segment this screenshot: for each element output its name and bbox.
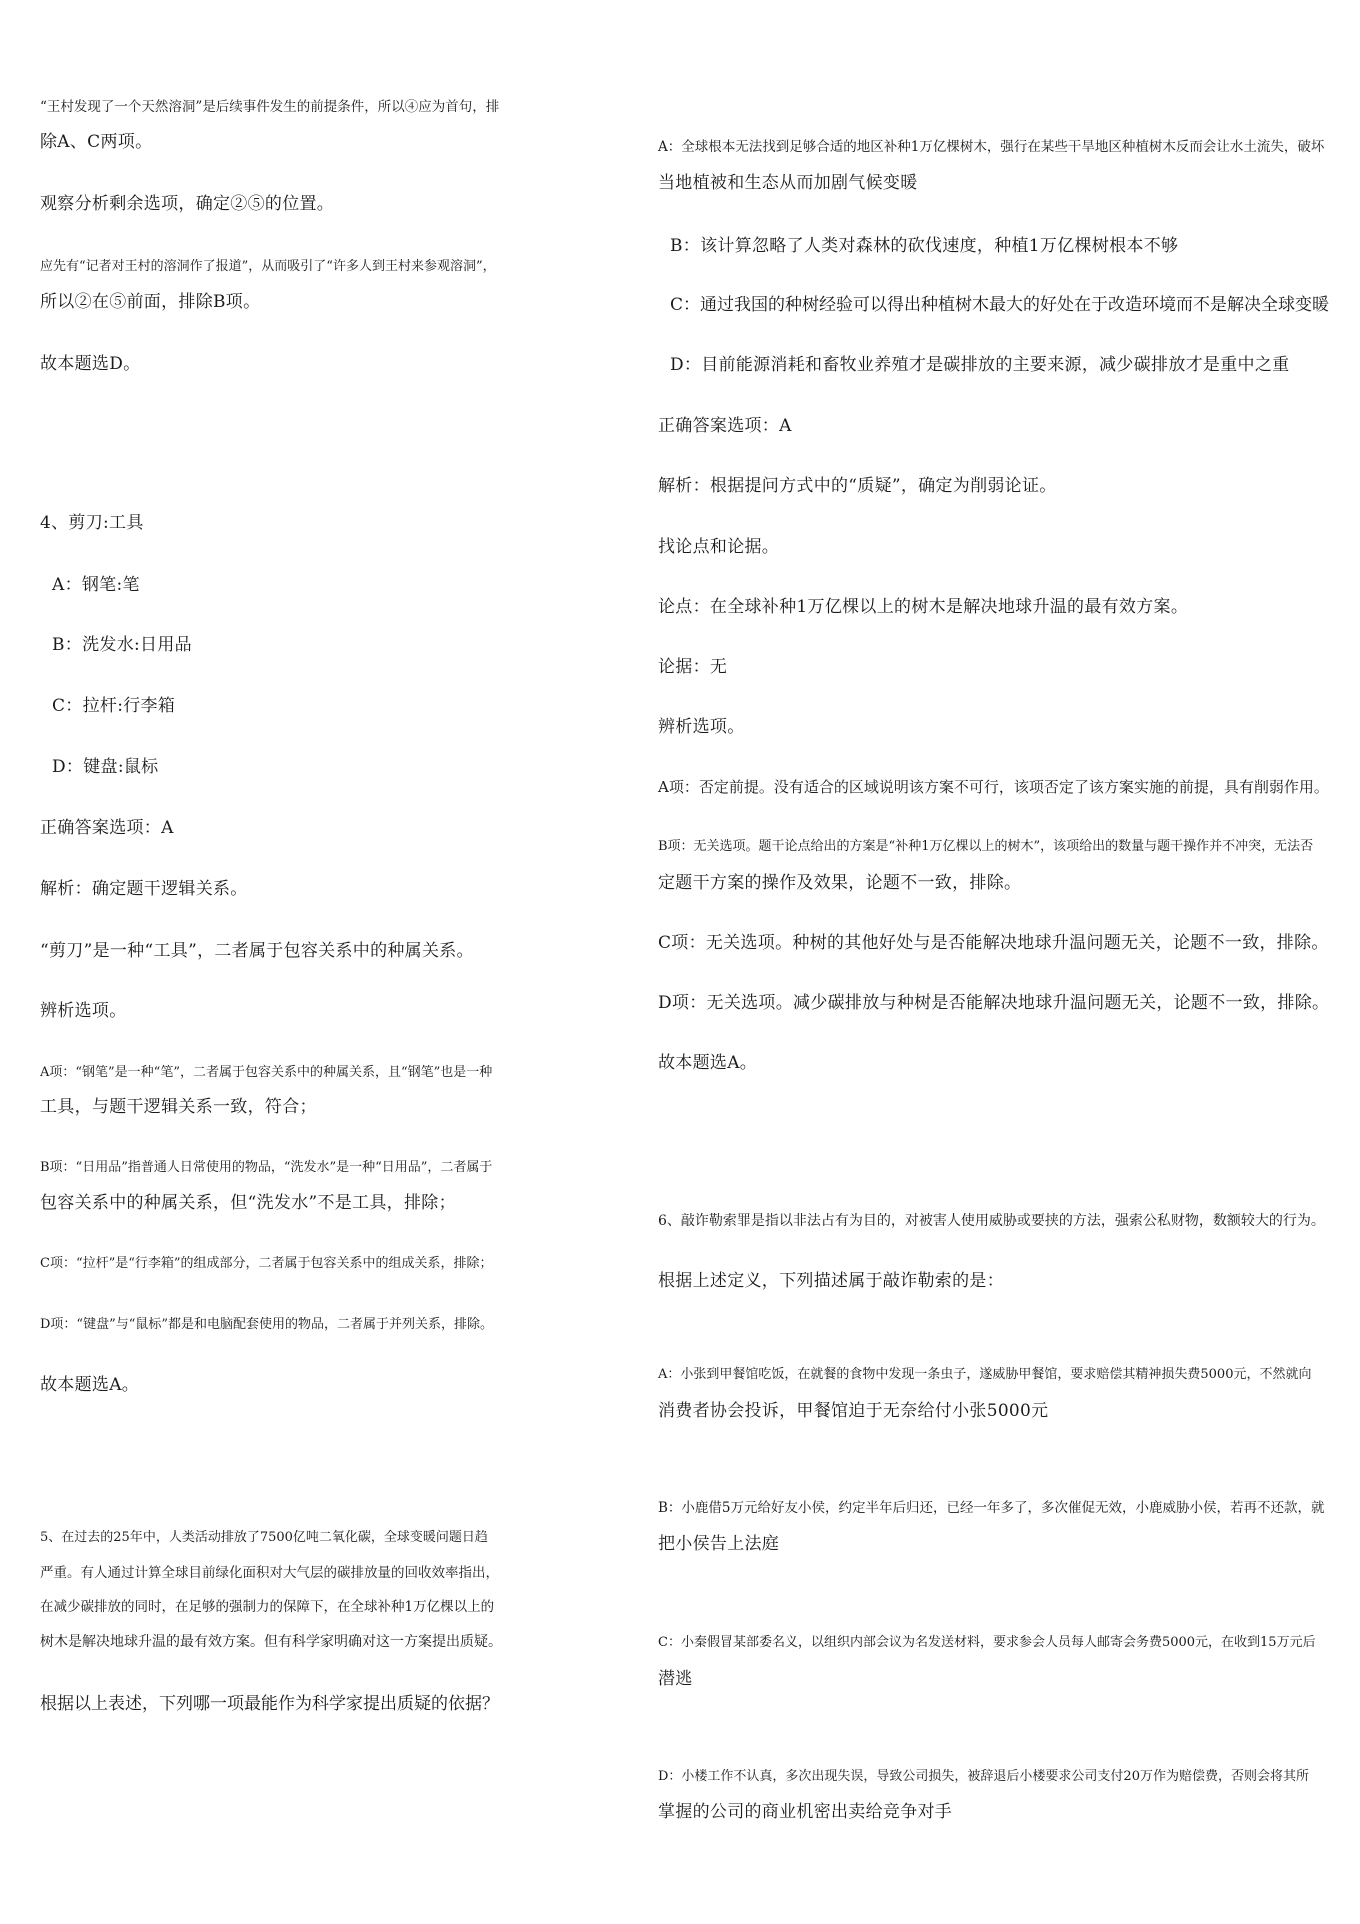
q5-option-c: C：通过我国的种树经验可以得出种植树木最大的好处在于改造环境而不是解决全球变暖 bbox=[670, 295, 1330, 315]
q5-stem-line-3: 在减少碳排放的同时，在足够的强制力的保障下，在全球补种1万亿棵以上的 bbox=[40, 1599, 495, 1615]
q3-conclusion: 故本题选D。 bbox=[40, 354, 141, 374]
q4-discern: 辨析选项。 bbox=[40, 1001, 127, 1021]
q4-option-b: B：洗发水:日用品 bbox=[52, 635, 192, 655]
q4-relation: “剪刀”是一种“工具”，二者属于包容关系中的种属关系。 bbox=[40, 941, 474, 961]
q3-explanation-line-2: 除A、C两项。 bbox=[40, 132, 153, 152]
q4-explain-c: C项：“拉杆”是“行李箱”的组成部分，二者属于包容关系中的组成关系，排除； bbox=[40, 1256, 493, 1271]
q6-question: 根据上述定义，下列描述属于敲诈勒索的是： bbox=[658, 1271, 1004, 1291]
q5-explain-a: A项：否定前提。没有适合的区域说明该方案不可行，该项否定了该方案实施的前提，具有削弱作用。 bbox=[658, 778, 1329, 796]
q6-option-d-line-2: 掌握的公司的商业机密出卖给竞争对手 bbox=[658, 1802, 953, 1822]
q5-question: 根据以上表述，下列哪一项最能作为科学家提出质疑的依据？ bbox=[40, 1694, 499, 1714]
q5-option-d: D：目前能源消耗和畜牧业养殖才是碳排放的主要来源，减少碳排放才是重中之重 bbox=[670, 355, 1290, 375]
q3-explanation-line-4: 应先有“记者对王村的溶洞作了报道”，从而吸引了“许多人到王村来参观溶洞”， bbox=[40, 259, 496, 274]
q5-stem-line-1: 5、在过去的25年中，人类活动排放了7500亿吨二氧化碳，全球变暖问题日趋 bbox=[40, 1530, 488, 1545]
q4-conclusion: 故本题选A。 bbox=[40, 1375, 140, 1395]
q5-argument: 论点：在全球补种1万亿棵以上的树木是解决地球升温的最有效方案。 bbox=[658, 597, 1189, 617]
q6-option-c-line-1: C：小秦假冒某部委名义，以组织内部会议为名发送材料，要求参会人员每人邮寄会务费5000元，在收到15万元后 bbox=[658, 1635, 1316, 1650]
q5-stem-line-2: 严重。有人通过计算全球目前绿化面积对大气层的碳排放量的回收效率指出， bbox=[40, 1565, 499, 1581]
q4-option-c: C：拉杆:行李箱 bbox=[52, 696, 176, 716]
q4-explain-d: D项：“键盘”与“鼠标”都是和电脑配套使用的物品，二者属于并列关系，排除。 bbox=[40, 1317, 494, 1332]
q6-stem: 6、敲诈勒索罪是指以非法占有为目的，对被害人使用威胁或要挟的方法，强索公私财物，数额较大的行为。 bbox=[658, 1213, 1325, 1229]
q6-option-d-line-1: D：小楼工作不认真，多次出现失误，导致公司损失，被辞退后小楼要求公司支付20万作为赔偿费，否则会将其所 bbox=[658, 1769, 1309, 1784]
q5-explain-b-line-2: 定题干方案的操作及效果，论题不一致，排除。 bbox=[658, 873, 1022, 893]
q4-stem: 4、剪刀:工具 bbox=[40, 513, 144, 533]
q5-option-a-line-1: A：全球根本无法找到足够合适的地区补种1万亿棵树木，强行在某些干旱地区种植树木反而会让水土流失，破坏 bbox=[658, 139, 1325, 155]
q5-explain-d: D项：无关选项。减少碳排放与种树是否能解决地球升温问题无关，论题不一致，排除。 bbox=[658, 993, 1330, 1013]
q5-answer: 正确答案选项：A bbox=[658, 416, 792, 436]
q4-option-d: D：键盘:鼠标 bbox=[52, 757, 159, 777]
q5-option-a-line-2: 当地植被和生态从而加剧气候变暖 bbox=[658, 173, 918, 193]
q4-explain-a-line-1: A项：“钢笔”是一种“笔”，二者属于包容关系中的种属关系，且“钢笔”也是一种 bbox=[40, 1065, 493, 1080]
q3-explanation-line-3: 观察分析剩余选项，确定②⑤的位置。 bbox=[40, 194, 335, 214]
q5-explain-b-line-1: B项：无关选项。题干论点给出的方案是“补种1万亿棵以上的树木”，该项给出的数量与题干操作并不冲突，无法否 bbox=[658, 839, 1314, 854]
q4-explain-b-line-1: B项：“日用品”指普通人日常使用的物品，“洗发水”是一种“日用品”，二者属于 bbox=[40, 1160, 493, 1175]
q5-find: 找论点和论据。 bbox=[658, 537, 780, 557]
q4-analysis: 解析：确定题干逻辑关系。 bbox=[40, 879, 248, 899]
q3-explanation-line-1: “王村发现了一个天然溶洞”是后续事件发生的前提条件，所以④应为首句，排 bbox=[40, 99, 500, 115]
q5-option-b: B：该计算忽略了人类对森林的砍伐速度，种植1万亿棵树根本不够 bbox=[670, 236, 1179, 256]
q5-evidence: 论据：无 bbox=[658, 657, 728, 677]
q4-option-a: A：钢笔:笔 bbox=[52, 575, 140, 595]
q3-explanation-line-5: 所以②在⑤前面，排除B项。 bbox=[40, 292, 261, 312]
q5-explain-c: C项：无关选项。种树的其他好处与是否能解决地球升温问题无关，论题不一致，排除。 bbox=[658, 933, 1329, 953]
q5-stem-line-4: 树木是解决地球升温的最有效方案。但有科学家明确对这一方案提出质疑。 bbox=[40, 1634, 502, 1650]
q4-explain-b-line-2: 包容关系中的种属关系，但“洗发水”不是工具，排除； bbox=[40, 1193, 456, 1213]
q6-option-b-line-1: B：小鹿借5万元给好友小侯，约定半年后归还，已经一年多了，多次催促无效，小鹿威胁小侯，若再不还款，就 bbox=[658, 1500, 1325, 1516]
q4-answer: 正确答案选项：A bbox=[40, 818, 174, 838]
q4-explain-a-line-2: 工具，与题干逻辑关系一致，符合； bbox=[40, 1097, 317, 1117]
q5-analysis: 解析：根据提问方式中的“质疑”，确定为削弱论证。 bbox=[658, 476, 1057, 496]
q6-option-c-line-2: 潜逃 bbox=[658, 1669, 693, 1689]
q5-discern: 辨析选项。 bbox=[658, 717, 745, 737]
q6-option-a-line-1: A：小张到甲餐馆吃饭，在就餐的食物中发现一条虫子，遂威胁甲餐馆，要求赔偿其精神损失费5000元，不然就向 bbox=[658, 1367, 1312, 1382]
q5-conclusion: 故本题选A。 bbox=[658, 1053, 758, 1073]
q6-option-b-line-2: 把小侯告上法庭 bbox=[658, 1534, 780, 1554]
q6-option-a-line-2: 消费者协会投诉，甲餐馆迫于无奈给付小张5000元 bbox=[658, 1401, 1049, 1421]
